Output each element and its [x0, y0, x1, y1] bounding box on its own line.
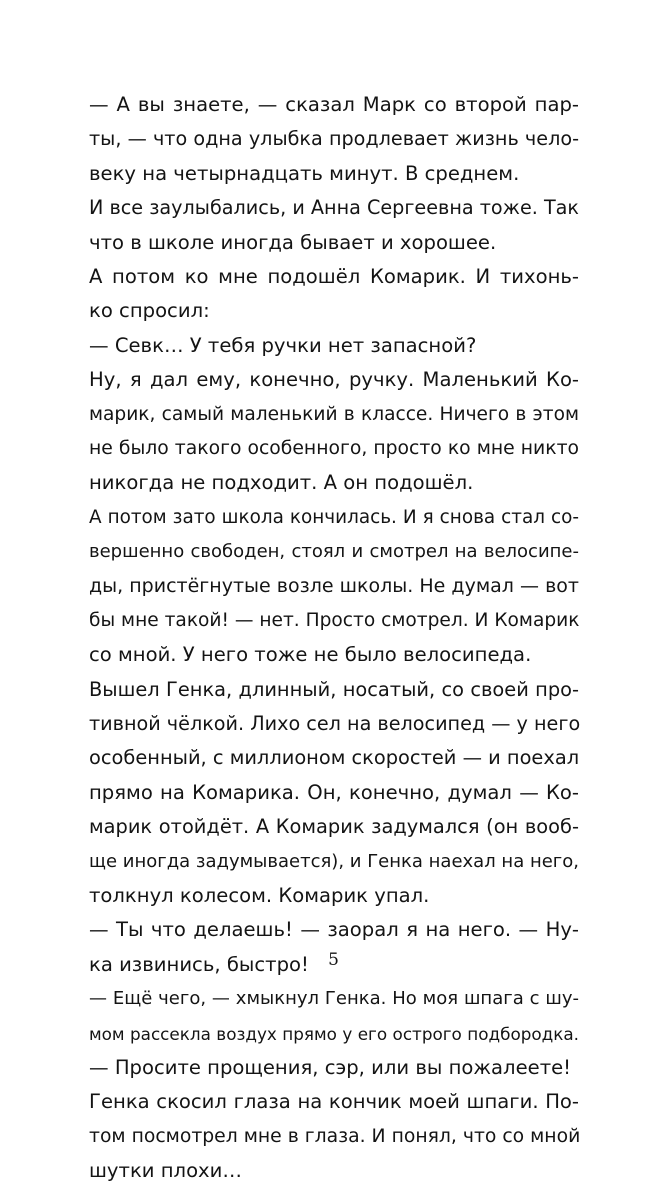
text-line: тивной чёлкой. Лихо сел на велосипед — у него	[89, 712, 581, 736]
text-line: никогда не подходит. А он подошёл.	[89, 471, 474, 495]
text-line: бы мне такой! — нет. Просто смотрел. И Комарик	[89, 609, 580, 631]
text-line: Вышел Генка, длинный, носатый, со своей про-	[89, 677, 579, 701]
text-line: — Просите прощения, сэр, или вы пожалеете!	[89, 1055, 572, 1079]
text-line: марик отойдёт. А Комарик задумался (он вооб-	[89, 815, 579, 839]
text-line: вершенно свободен, стоял и смотрел на велосипе-	[89, 541, 579, 563]
text-line: что в школе иногда бывает и хорошее.	[89, 230, 497, 254]
text-line: особенный, с миллионом скоростей — и поехал	[89, 746, 580, 770]
text-line: мом рассекла воздух прямо у его острого подбородка.	[89, 1023, 579, 1044]
text-line: том посмотрел мне в глаза. И понял, что со мной	[89, 1125, 581, 1147]
text-line: марик, самый маленький в классе. Ничего в этом	[89, 403, 579, 425]
text-line: А потом зато школа кончилась. И я снова стал со-	[89, 506, 579, 528]
text-line: И все заулыбались, и Анна Сергеевна тоже. Так	[89, 196, 580, 220]
text-line: толкнул колесом. Комарик упал.	[89, 883, 430, 907]
text-line: не было такого особенного, просто ко мне никто	[89, 437, 579, 459]
text-line: ты, — что одна улыбка продлевает жизнь чело-	[89, 127, 579, 151]
text-line: — Ещё чего, — хмыкнул Генка. Но моя шпага с шу-	[89, 988, 579, 1010]
text-line: ды, пристёгнутые возле школы. Не думал — вот	[89, 575, 579, 598]
text-line: прямо на Комарика. Он, конечно, думал — Ко-	[89, 780, 579, 804]
text-line: — А вы знаете, — сказал Марк со второй пар-	[89, 93, 579, 116]
text-line: ще иногда задумывается), и Генка наехал на него,	[89, 850, 579, 872]
text-line: веку на четырнадцать минут. В среднем.	[89, 161, 520, 185]
text-line: ка извинись, быстро!	[89, 952, 309, 976]
text-line: Ну, я дал ему, конечно, ручку. Маленький Ко-	[89, 368, 579, 392]
text-line: — Ты что делаешь! — заорал я на него. — Ну-	[89, 918, 579, 942]
text-line: Генка скосил глаза на кончик моей шпаги. По-	[89, 1090, 579, 1114]
text-line: ко спросил:	[89, 299, 210, 323]
text-line: шутки плохи…	[89, 1159, 242, 1183]
text-line: — Севк… У тебя ручки нет запасной?	[89, 333, 477, 357]
body-text	[89, 88, 579, 1189]
text-line: А потом ко мне подошёл Комарик. И тихонь-	[89, 264, 579, 288]
page-number: 5	[328, 950, 339, 970]
text-line: со мной. У него тоже не было велосипеда.	[89, 643, 532, 667]
